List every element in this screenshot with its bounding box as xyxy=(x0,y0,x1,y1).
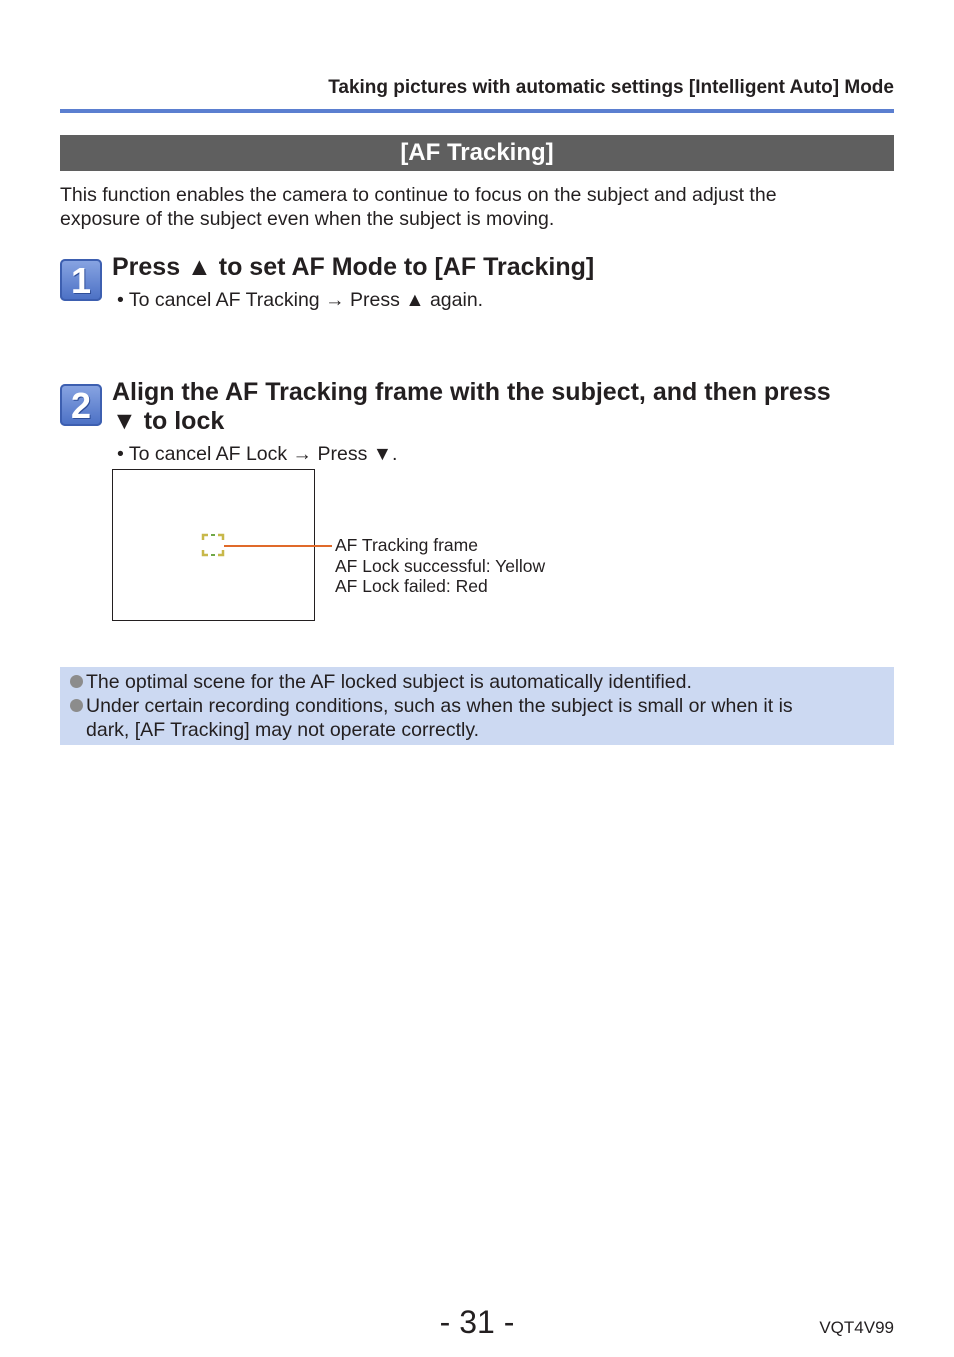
step-2-heading-line-1: Align the AF Tracking frame with the subject, and then press xyxy=(112,378,831,406)
note-2-text-line-1: Under certain recording conditions, such as when the subject is small or when it is xyxy=(86,695,793,717)
note-2-continued: dark, [AF Tracking] may not operate correctly. xyxy=(86,719,480,741)
callout-leader-line xyxy=(224,545,332,547)
step-2-heading-line-2: ▼ to lock xyxy=(112,407,225,435)
document-code: VQT4V99 xyxy=(819,1318,894,1337)
callout-line-3: AF Lock failed: Red xyxy=(335,576,488,596)
step-1-badge: 1 xyxy=(60,259,102,301)
note-2 xyxy=(70,694,793,718)
step-1-heading: Press ▲ to set AF Mode to [AF Tracking] xyxy=(112,253,595,281)
af-tracking-frame-icon xyxy=(200,532,226,558)
step-2-heading xyxy=(112,378,894,436)
section-title: [AF Tracking] xyxy=(60,135,894,171)
bullet-dot-icon xyxy=(70,699,83,712)
callout-line-2: AF Lock successful: Yellow xyxy=(335,555,546,576)
intro-paragraph xyxy=(60,183,894,231)
step-1-note: • To cancel AF Tracking → Press ▲ again. xyxy=(117,289,484,311)
note-1 xyxy=(70,670,692,694)
header-rule xyxy=(60,109,894,113)
header-title: Taking pictures with automatic settings [Intelligent Auto] Mode xyxy=(328,77,894,98)
bullet-dot-icon xyxy=(70,675,83,688)
step-2-note: • To cancel AF Lock → Press ▼. xyxy=(117,443,398,465)
note-1-text: The optimal scene for the AF locked subject is automatically identified. xyxy=(86,671,692,693)
step-2-badge: 2 xyxy=(60,384,102,426)
intro-line-1: This function enables the camera to continue to focus on the subject and adjust the xyxy=(60,184,777,206)
intro-line-2: exposure of the subject even when the subject is moving. xyxy=(60,208,555,230)
page-number: - 31 - xyxy=(439,1304,515,1340)
callout-line-1: AF Tracking frame xyxy=(335,535,478,555)
af-frame-callout xyxy=(335,535,545,597)
